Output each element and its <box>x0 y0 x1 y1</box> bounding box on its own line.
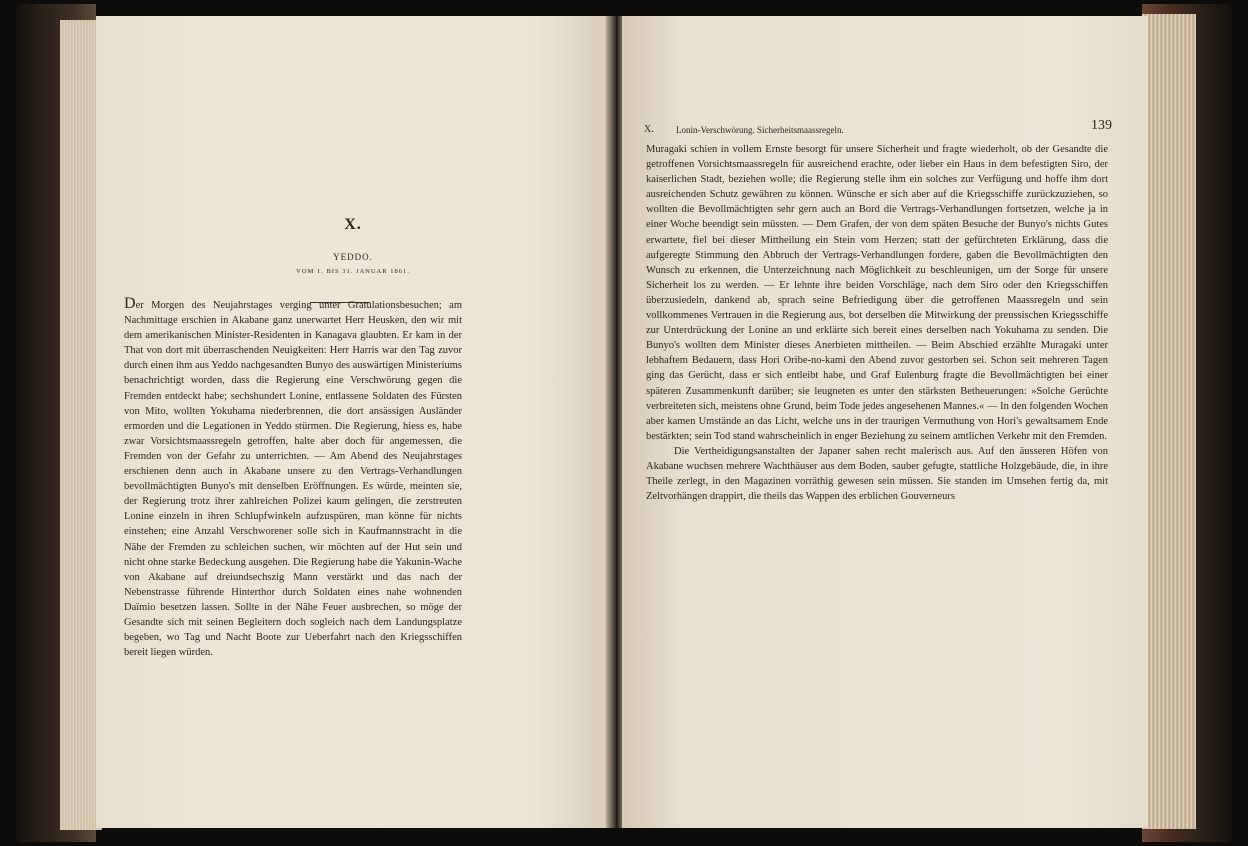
chapter-dates: VOM 1. BIS 31. JANUAR 1861. <box>296 268 410 275</box>
right-page <box>622 16 1148 828</box>
running-head <box>644 118 1112 140</box>
paragraph: Die Vertheidigungsanstalten der Japaner sahen recht malerisch aus. Auf den äusseren Höfen von Akabane wuchsen mehrere Wachthäuser aus dem Boden, sauber gefugte, stattliche Holzgebäude, die, in ihre Theile zerlegt, in den Magazinen vorräthig gewesen sein müssen. Sie standen im Umsehen fertig da, mit Zeltvorhängen drappirt, die theils das Wappen des erblichen Gouverneurs <box>646 445 1108 503</box>
running-head-title: Lonin-Verschwörung. Sicherheitsmaassregeln. <box>676 125 844 135</box>
chapter-title: YEDDO. <box>333 252 373 262</box>
paragraph: Der Morgen des Neujahrstages verging unter Gratulationsbesuchen; am Nachmittage erschien in Akabane ganz unerwartet Herr Heusken, den wir mit dem amerikanischen Minister-Residenten in Kanagava glaubten. Er kam in der That von dort mit überraschenden Neuigkeiten: Herr Harris war den Tag zuvor durch einen ihm aus Yeddo nachgesandten Bunyo des auswärtigen Ministeriums benachrichtigt worden, dass die Regierung eine Verschwörung gegen die Fremden entdeckt habe; sechshundert Lonine, entlassene Soldaten des Fürsten von Mito, wollten Yokuhama niederbrennen, die dort ansässigen Ausländer ermorden und die Legationen in Yeddo stürmen. Die Regierung, hiess es, habe zwar Vorsichtsmaassregeln getroffen, halte aber doch für angemessen, die Fremden von der Gefahr zu unterrichten. — Am Abend des Neujahrstages erschienen denn auch in Akabane unsere zu den Vertrags-Verhandlungen bevollmächtigten Bunyo's mit denselben Eröffnungen. Es würde, meinten sie, der Regierung trotz ihrer zahlreichen Polizei kaum gelingen, die zerstreuten Lonine einzeln in ihren Schlupfwinkeln aufzuspüren, man könne für nichts einstehen; eine Anzahl Verschworener solle sich in Kaufmannstracht in die Nähe der Fremden zu schleichen suchen, wir möchten auf der Hut sein und nicht ohne starke Bedeckung ausgehen. Die Regierung habe die Yakunin-Wache von Akabane auf dreiundsechszig Mann verstärkt und das nach der Nebenstrasse führende Hinterthor durch Soldaten eines nahe wohnenden Daïmio besetzen lassen. Sollte in der Nähe Feuer ausbrechen, so möge der Gesandte sich mit seinen Begleitern doch sogleich nach dem Landungsplatze begeben, wo Tag und Nacht Boote zur Ueberfahrt nach den Kriegsschiffen bereit liegen würden. <box>124 295 462 659</box>
left-body-text <box>124 296 462 660</box>
paragraph: Muragaki schien in vollem Ernste besorgt für unsere Sicherheit und fragte wiederholt, ob der Gesandte die getroffenen Vorsichtsmaassregeln für ausreichend erachte, oder lieber ein Haus in dem befestigten Siro, der kaiserlichen Stadt, beziehen wolle; die Regierung stelle ihm ein solches zur Verfügung und hoffe ihm dort ausreichenden Schutz gewähren zu können. Wünsche er sich aber auf die Kriegsschiffe zurückzuziehen, so wollten die Bevollmächtigten sehr gern auch an Bord die Vertrags-Verhandlungen fortsetzen, welche ja in einer Woche beendigt sein müssten. — Dem Grafen, der von dem späten Besuche der Bunyo's nichts Gutes erwartete, fiel bei dieser Mittheilung ein Stein vom Herzen; statt der gefürchteten Erklärung, dass die aufgeregte Stimmung den Abbruch der Vertrags-Verhandlungen fordere, gaben die Bevollmächtigten den Wunsch zu erkennen, die Unterzeichnung nach Möglichkeit zu beschleunigen, um der Sorge für unsere Sicherheit los zu werden. — Er lehnte ihre beiden Vorschläge, nach dem Siro oder den Kriegsschiffen überzusiedeln, dankend ab, sprach seine Befriedigung über die getroffenen Maassregeln und sein vollkommenes Vertrauen in die Regierung aus, bot derselben die Mitwirkung der preussischen Kriegsschiffe zur Unterdrückung der Lonine an und erklärte sich bereit eines derselben nach Yokuhama zu senden. Die Bunyo's wollten dem Minister dieses Anerbieten mittheilen. — Beim Abschied erzählte Muragaki unter lebhaftem Bedauern, dass Hori Oribe-no-kami den Abend zuvor gestorben sei. Schon seit mehreren Tagen ging das Gerücht, dass er sich entleibt habe, und Graf Eulenburg fragte die Bevollmächtigten bei einer späteren Zusammenkunft darüber; sie leugneten es unter den stärksten Betheuerungen: »Solche Gerüchte verbreiteten sich, meistens ohne Grund, beim Tode jedes angesehenen Mannes.« — In den folgenden Wochen aber kamen Umstände an das Licht, welche uns in der traurigen Vermuthung von Hori's gewaltsamem Ende bestärkten; sein Tod stand wahrscheinlich in enger Beziehung zu seinem amtlichen Verkehr mit den Fremden. <box>646 144 1108 442</box>
running-head-chapter: X. <box>644 124 654 135</box>
page-number: 139 <box>1091 118 1112 133</box>
chapter-number: X. <box>344 216 362 233</box>
right-body-text <box>646 142 1108 504</box>
page-edges-right <box>1142 14 1196 829</box>
